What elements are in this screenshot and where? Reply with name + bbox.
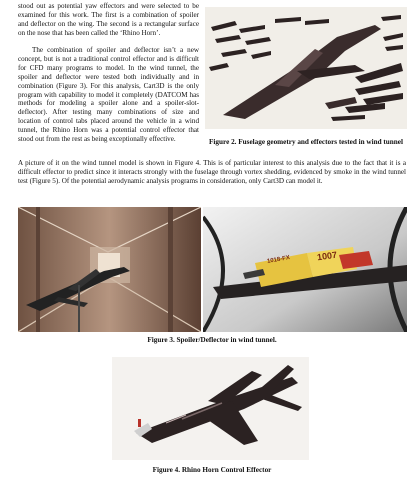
tag-left-text: 1018-FX [266,255,291,265]
paragraph-2: The combination of spoiler and deflector isn’t a new concept, but is not a traditional control effector and is difficult for CFD many programs to model. In the wind tunnel, the spoiler and deflector were tested both individually and in combination (Figure 3). For this analysis, Cart3D is the only program with capability to model it completely (DATCOM has methods for modeling a spoiler alone and a spoiler-slot-deflector). After testing many combinations of size and location of control tabs placed around the vehicle in a wind tunnel, the Rhino Horn was a potential control effector that stood out from the rest as being exceptionally effective. [18,46,199,144]
figure-4-caption: Figure 4. Rhino Horn Control Effector [152,466,272,474]
tag-right-text: 1007 [316,249,338,263]
figure-3-left-image [18,207,201,332]
figure-2-caption: Figure 2. Fuselage geometry and effectors tested in wind tunnel [209,138,403,146]
figure-4-image [112,357,309,460]
figure-3-right-image [203,207,407,332]
paragraph-3: A picture of it on the wind tunnel model is shown in Figure 4. This is of particular interest to this analysis due to the fact that it is a difficult effector to predict since it interacts strongly with the fuselage through vortex shedding, evidenced by smoke in the wind tunnel test (Figure 5). Of the potential aerodynamic analysis programs in consideration, only Cart3D can model it. [18,159,406,185]
figure-3-caption: Figure 3. Spoiler/Deflector in wind tunnel. [147,336,277,344]
paragraph-1: stood out as potential yaw effectors and were selected to be examined for this work. The first is a combination of spoiler and deflector on the wing. The second is a rectangular surface on the nose that has been called the ‘Rhino Horn’. [18,2,199,37]
figure-2-image [205,7,407,129]
